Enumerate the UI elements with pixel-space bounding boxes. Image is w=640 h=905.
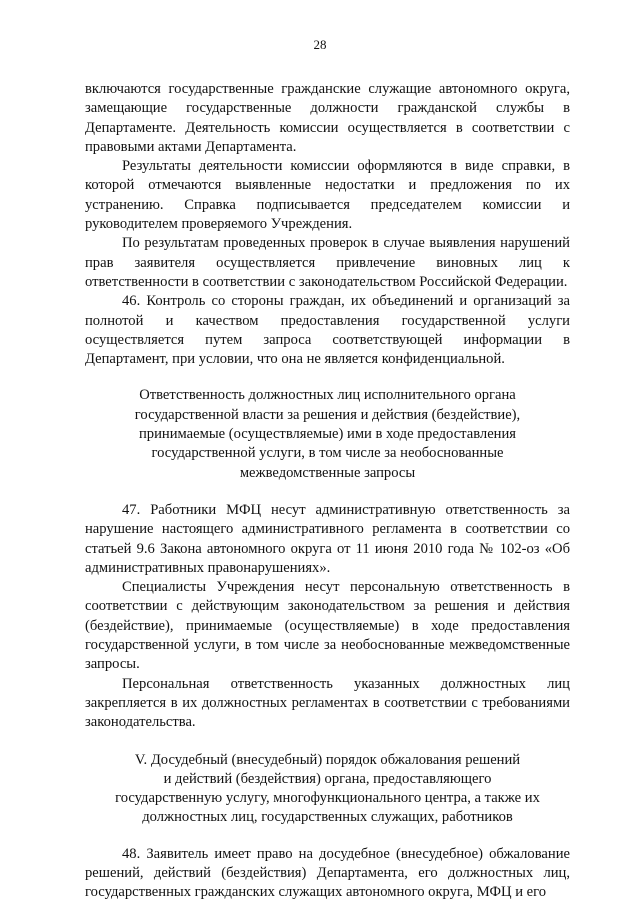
document-body (85, 80, 570, 903)
heading-line: принимаемые (осуществляемые) ими в ходе предоставления (138, 426, 516, 443)
paragraph-commission-members: включаются государственные гражданские служащие автономного округа, замещающие государственные должности гражданской службы в Департаменте. Деятельность комиссии осуществляется в соответствии с правовыми актами Департамента. (85, 81, 570, 155)
paragraph-46-public-control: 46. Контроль со стороны граждан, их объединений и организаций за полнотой и качеством предоставления государственной услуги осуществляется путем запроса соответствующей информации в Департамент, при условии, что она не является конфиденциальной. (85, 293, 570, 368)
heading-line: межведомственные запросы (239, 464, 416, 481)
paragraph-48-appeal-right: 48. Заявитель имеет право на досудебное (внесудебное) обжалование решений, действий (бездействия) Департамента, его должностных лиц, государственных гражданских служащих автономного округа, МФЦ и его (85, 845, 570, 901)
heading-line: должностных лиц, государственных служащих, работников (142, 809, 513, 826)
heading-line: Ответственность должностных лиц исполнительного органа (139, 387, 516, 404)
paragraph-commission-results: Результаты деятельности комиссии оформляются в виде справки, в которой отмечаются выявленные недостатки и предложения по их устранению. Справка подписывается председателем комиссии и руководителем проверяемого Учреждения. (85, 158, 570, 233)
paragraph-specialists-liability: Специалисты Учреждения несут персональную ответственность в соответствии с действующим законодательством за решения и действия (бездействие), принимаемые (осуществляемые) в ходе предоставления государственной услуги, в том числе за необоснованные межведомственные запросы. (85, 579, 570, 673)
heading-line: и действий (бездействия) органа, предоставляющего (163, 770, 492, 787)
heading-line: государственной власти за решения и действия (бездействие), (134, 406, 521, 423)
page-number: 28 (313, 37, 327, 52)
heading-line: государственную услугу, многофункционального центра, а также их (115, 790, 540, 807)
section-heading-appeal-procedure (85, 751, 570, 828)
paragraph-personal-liability: Персональная ответственность указанных должностных лиц закрепляется в их должностных регламентах в соответствии с требованиями законодательства. (85, 675, 570, 731)
paragraph-47-mfc-liability: 47. Работники МФЦ несут административную ответственность за нарушение настоящего административного регламента в соответствии со статьей 9.6 Закона автономного округа от 11 июня 2010 года № 102-оз «Об административных правонарушениях». (85, 501, 570, 576)
heading-line: V. Досудебный (внесудебный) порядок обжалования решений (134, 751, 521, 768)
heading-line: государственной услуги, в том числе за необоснованные (151, 445, 504, 462)
paragraph-violations-liability: По результатам проведенных проверок в случае выявления нарушений прав заявителя осуществляется привлечение виновных лиц к ответственности в соответствии с законодательством Российской Федерации. (85, 235, 570, 290)
section-heading-responsibility (85, 386, 570, 482)
